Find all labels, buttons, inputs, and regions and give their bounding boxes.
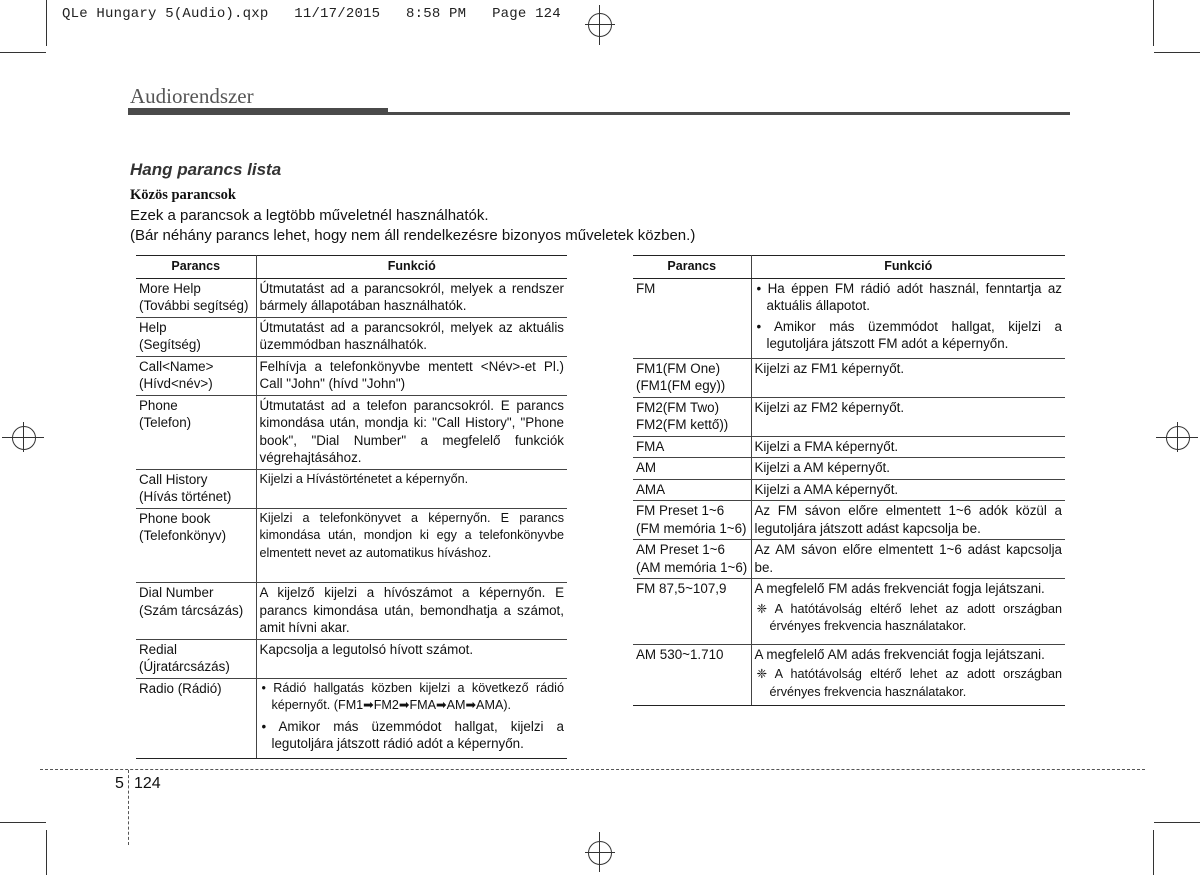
bullet-item: • Amikor más üzemmódot hallgat, kijelzi a legutoljára játszott rádió adót a képernyőn. [261,718,564,751]
table-row [136,469,567,508]
function-cell [751,278,1065,358]
function-cell: Kijelzi a FMA képernyőt. [751,436,1065,458]
footer-dashed-rule [40,769,1145,770]
left-command-table [136,255,567,759]
command-translation: (Telefon) [139,415,192,430]
command-name: FM2(FM Two) [636,399,720,415]
command-name: FM1(FM One) [636,360,721,376]
command-name: Help [139,319,167,335]
command-cell [136,469,256,508]
function-text: A megfelelő AM adás frekvenciát fogja lejátszani. [754,646,1045,662]
intro-line-1: Ezek a parancsok a legtöbb műveletnél használhatók. [130,207,489,224]
command-cell [633,479,751,501]
registration-mark-right [1156,422,1198,452]
title-rule-thick [128,108,388,115]
command-cell [633,358,751,397]
table-row [136,508,567,583]
bullet-item: • Rádió hallgatás közben kijelzi a következő rádió képernyőt. (FM1➡FM2➡FMA➡AM➡AMA). [261,680,564,712]
print-header: QLe Hungary 5(Audio).qxp 11/17/2015 8:58 PM Page 124 [62,6,561,22]
table-row [136,678,567,758]
table-row [633,644,1065,706]
command-cell [136,356,256,395]
section-title: Audiorendszer [130,84,254,108]
command-name: Redial [139,641,177,657]
function-cell: Útmutatást ad a telefon parancsokról. E parancs kimondása után, mondja ki: "Call History", "Phone book", "Dial Number" a megfelelő funkciók végrehajtásához. [256,395,567,469]
crop-mark [0,52,46,53]
function-cell: Útmutatást ad a parancsokról, melyek az aktuális üzemmódban használhatók. [256,317,567,356]
table-row [633,540,1065,579]
command-name: AM 530~1.710 [636,646,724,662]
command-translation: (További segítség) [139,298,249,313]
command-translation: (Újratárcsázás) [139,659,230,674]
command-cell [633,436,751,458]
command-name: Call<Name> [139,358,214,374]
command-cell [136,583,256,640]
command-cell [136,508,256,583]
function-cell: Kapcsolja a legutolsó hívott számot. [256,639,567,678]
table-row [633,358,1065,397]
function-cell: Kijelzi a AM képernyőt. [751,458,1065,480]
function-cell: Az AM sávon előre elmentett 1~6 adást kapcsolja be. [751,540,1065,579]
table-row [136,639,567,678]
command-cell [633,540,751,579]
footer-dashed-divider [128,770,129,845]
function-cell: Kijelzi az FM1 képernyőt. [751,358,1065,397]
function-cell: Kijelzi az FM2 képernyőt. [751,397,1065,436]
command-name: FM [636,280,656,296]
function-cell: Felhívja a telefonkönyvbe mentett <Név>-et Pl.) Call "John" (hívd "John") [256,356,567,395]
table-row [633,397,1065,436]
command-name: AM [636,460,657,475]
registration-mark-left [2,422,44,452]
command-translation: (Hívd<név>) [139,376,213,391]
table-row [633,436,1065,458]
command-cell [136,317,256,356]
table-row [633,278,1065,358]
command-cell [136,678,256,758]
function-cell [751,644,1065,706]
command-translation: (Segítség) [139,337,201,352]
table-header-row [633,256,1065,279]
crop-mark [1153,830,1154,875]
command-name: AMA [636,481,666,497]
command-translation: (Szám tárcsázás) [139,602,244,618]
command-cell [633,644,751,706]
right-command-table [633,255,1065,706]
table-row [633,479,1065,501]
command-cell [136,278,256,317]
command-name: Radio (Rádió) [139,680,222,696]
crop-mark [46,830,47,875]
column-header-function: Funkció [256,256,567,279]
table-header-row [136,256,567,279]
command-cell [633,501,751,540]
command-cell [633,397,751,436]
intro-text [130,206,695,246]
command-name: FMA [636,438,665,454]
command-translation: (AM memória 1~6) [636,559,748,575]
bullet-item: • Amikor más üzemmódot hallgat, kijelzi a legutoljára játszott FM adót a képernyőn. [756,318,1062,351]
function-cell: Útmutatást ad a parancsokról, melyek a rendszer bármely állapotában használhatók. [256,278,567,317]
command-name: Call History [139,471,208,487]
command-cell [136,395,256,469]
command-cell [633,579,751,645]
function-cell: Kijelzi a telefonkönyvet a képernyőn. E parancs kimondása után, mondjon ki egy a telefonkönyvbe elmentett nevet az automatikus híváshoz. [256,508,567,583]
table-row [136,356,567,395]
column-header-command: Parancs [633,256,751,279]
registration-mark-bottom [585,832,615,872]
command-cell [633,458,751,480]
sublabel: Közös parancsok [130,187,236,203]
table-row [136,583,567,640]
title-rule-thin [388,112,1070,115]
registration-mark-top [585,5,615,45]
table-row [136,395,567,469]
crop-mark [46,0,47,46]
column-header-command: Parancs [136,256,256,279]
function-cell: Kijelzi a Hívástörténetet a képernyőn. [256,469,567,508]
command-translation: (Hívás történet) [139,489,232,504]
command-cell [633,278,751,358]
command-name: FM Preset 1~6 [636,503,725,518]
function-cell: A kijelző kijelzi a hívószámot a képernyőn. E parancs kimondása után, bemondhatja a számot, amit hívni akar. [256,583,567,640]
command-translation: (Telefonkönyv) [139,528,227,543]
page-number: 124 [134,775,161,792]
command-name: AM Preset 1~6 [636,542,725,557]
crop-mark [1153,0,1154,46]
crop-mark [0,822,46,823]
chapter-number: 5 [115,775,124,792]
column-header-function: Funkció [751,256,1065,279]
bullet-item: • Ha éppen FM rádió adót használ, fenntartja az aktuális állapotot. [756,280,1062,313]
command-cell [136,639,256,678]
note-text: ❈ A hatótávolság eltérő lehet az adott országban érvényes frekvencia használatakor. [756,667,1062,699]
crop-mark [1154,822,1200,823]
command-translation: (FM1(FM egy)) [636,378,726,393]
table-row [633,579,1065,645]
function-cell: Az FM sávon előre elmentett 1~6 adók közül a legutoljára játszott adást kapcsolja be. [751,501,1065,540]
function-text: A megfelelő FM adás frekvenciát fogja lejátszani. [754,581,1045,596]
command-name: FM 87,5~107,9 [636,581,727,596]
command-translation: (FM memória 1~6) [636,520,747,536]
table-row [136,278,567,317]
table-row [136,317,567,356]
function-cell: Kijelzi a AMA képernyőt. [751,479,1065,501]
command-name: Phone book [139,510,211,526]
table-row [633,501,1065,540]
table-row [633,458,1065,480]
intro-line-2: (Bár néhány parancs lehet, hogy nem áll rendelkezésre bizonyos műveletek közben.) [130,227,696,244]
command-name: More Help [139,280,201,296]
function-cell [256,678,567,758]
note-text: ❈ A hatótávolság eltérő lehet az adott országban érvényes frekvencia használatakor. [756,601,1062,633]
command-name: Dial Number [139,585,214,600]
command-translation: FM2(FM kettő)) [636,417,729,432]
crop-mark [1154,52,1200,53]
subheading: Hang parancs lista [130,160,282,179]
function-cell [751,579,1065,645]
command-name: Phone [139,397,178,413]
